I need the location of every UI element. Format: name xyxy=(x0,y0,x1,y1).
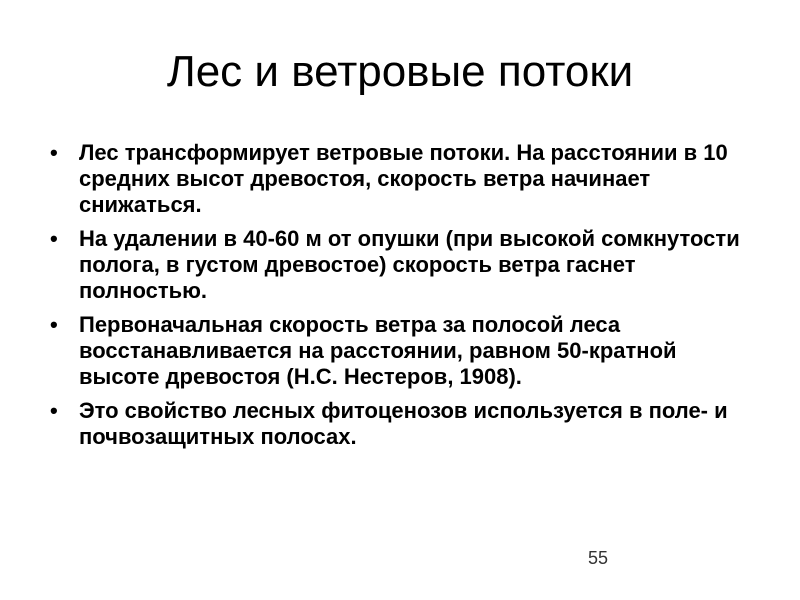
bullet-item xyxy=(48,140,748,218)
bullet-list xyxy=(48,140,748,458)
bullet-item xyxy=(48,398,748,450)
bullet-text: Это свойство лесных фитоценозов используется в поле- и почвозащитных полосах. xyxy=(79,398,728,449)
bullet-marker: • xyxy=(50,312,58,337)
bullet-text: Первоначальная скорость ветра за полосой леса восстанавливается на расстоянии, равном 50-кратной высоте древостоя (Н.С. Нестеров, 1908). xyxy=(79,312,677,389)
bullet-marker: • xyxy=(50,398,58,423)
slide-number: 55 xyxy=(587,548,608,568)
bullet-text: Лес трансформирует ветровые потоки. На расстоянии в 10 средних высот древостоя, скорость ветра начинает снижаться. xyxy=(79,140,728,217)
bullet-marker: • xyxy=(50,226,58,251)
slide-title: Лес и ветровые потоки xyxy=(166,47,634,96)
bullet-text: На удалении в 40-60 м от опушки (при высокой сомкнутости полога, в густом древостое) скорость ветра гаснет полностью. xyxy=(79,226,740,303)
bullet-marker: • xyxy=(50,140,58,165)
bullet-item xyxy=(48,312,748,390)
bullet-item xyxy=(48,226,748,304)
